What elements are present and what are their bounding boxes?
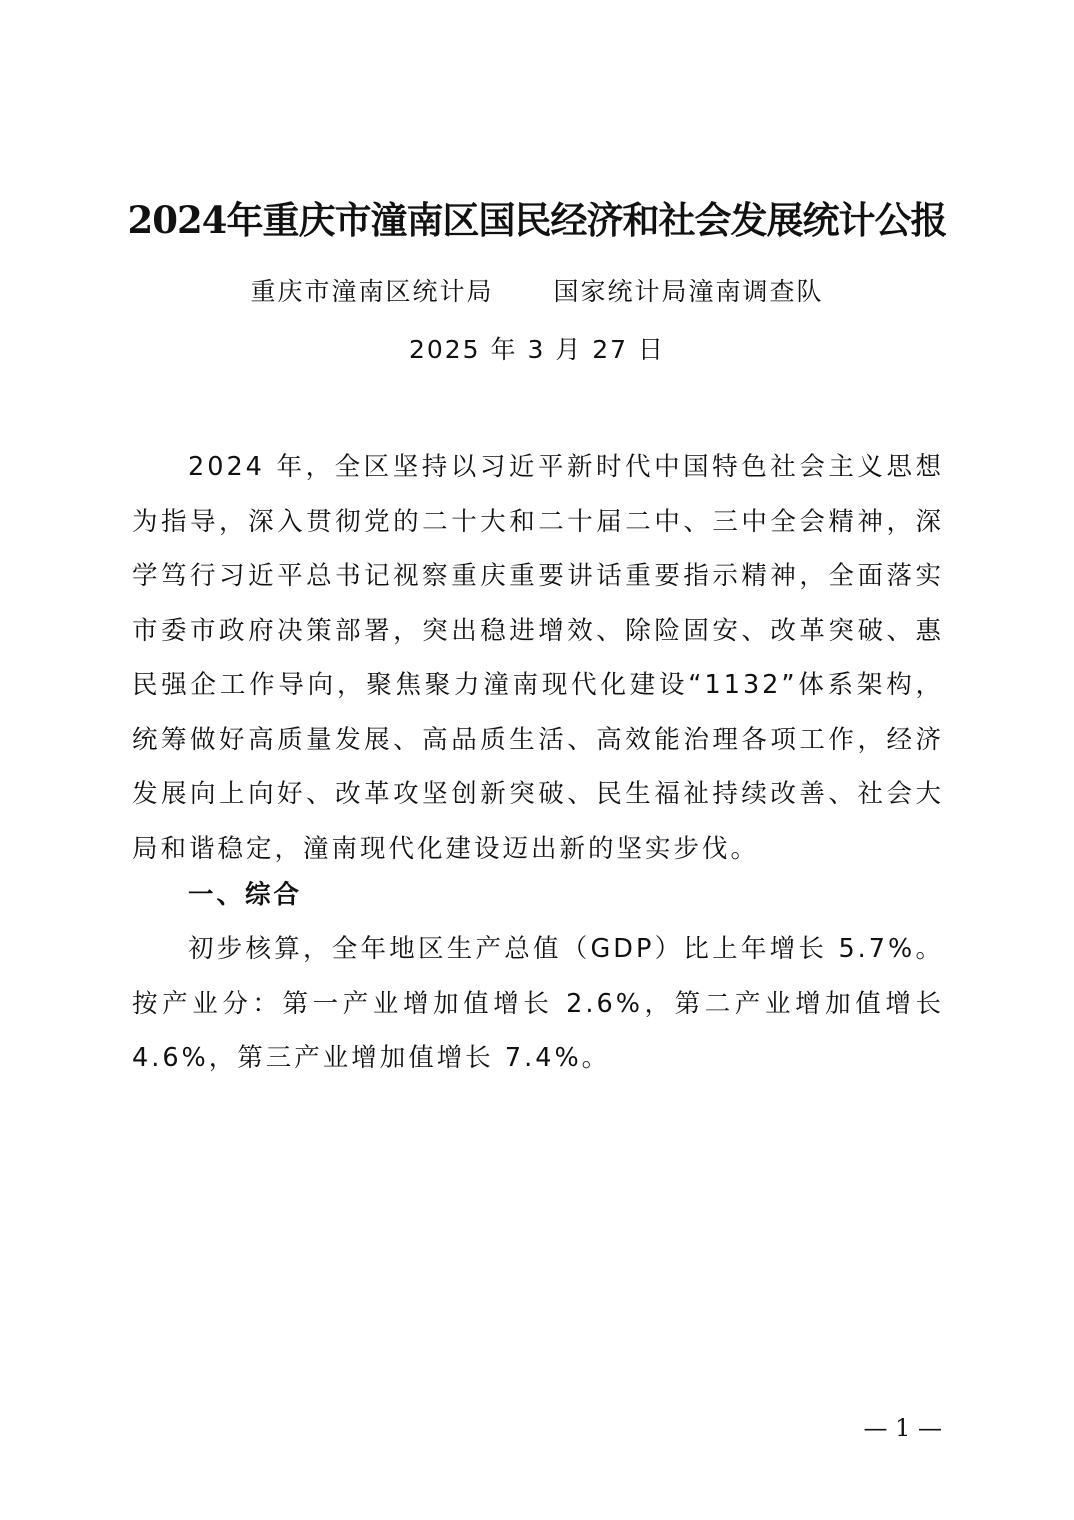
issuer-survey-team: 国家统计局潼南调查队 (553, 277, 824, 306)
intro-paragraph: 2024 年，全区坚持以习近平新时代中国特色社会主义思想为指导，深入贯彻党的二十大和二十届二中、三中全会精神，深学笃行习近平总书记视察重庆重要讲话重要指示精神，全面落实市委市政府决策部署，突出稳进增效、除险固安、改革突破、惠民强企工作导向，聚焦聚力潼南现代化建设“1132”体系架构，统筹做好高质量发展、高品质生活、高效能治理各项工作，经济发展向上向好、改革攻坚创新突破、民生福祉持续改善、社会大局和谐稳定，潼南现代化建设迈出新的坚实步伐。 (132, 452, 944, 864)
section-heading-comprehensive: 一、综合 (188, 880, 303, 910)
issuers-line (0, 270, 1074, 314)
gdp-paragraph: 初步核算，全年地区生产总值（GDP）比上年增长 5.7%。按产业分：第一产业增加值增长 2.6%，第二产业增加值增长 4.6%，第三产业增加值增长 7.4%。 (132, 934, 944, 1073)
page-number: — 1 — (863, 1414, 942, 1442)
publish-date: 2025 年 3 月 27 日 (408, 335, 666, 364)
page-title: 2024年重庆市潼南区国民经济和社会发展统计公报 (127, 198, 947, 242)
issuer-statistics-bureau: 重庆市潼南区统计局 (250, 277, 494, 306)
